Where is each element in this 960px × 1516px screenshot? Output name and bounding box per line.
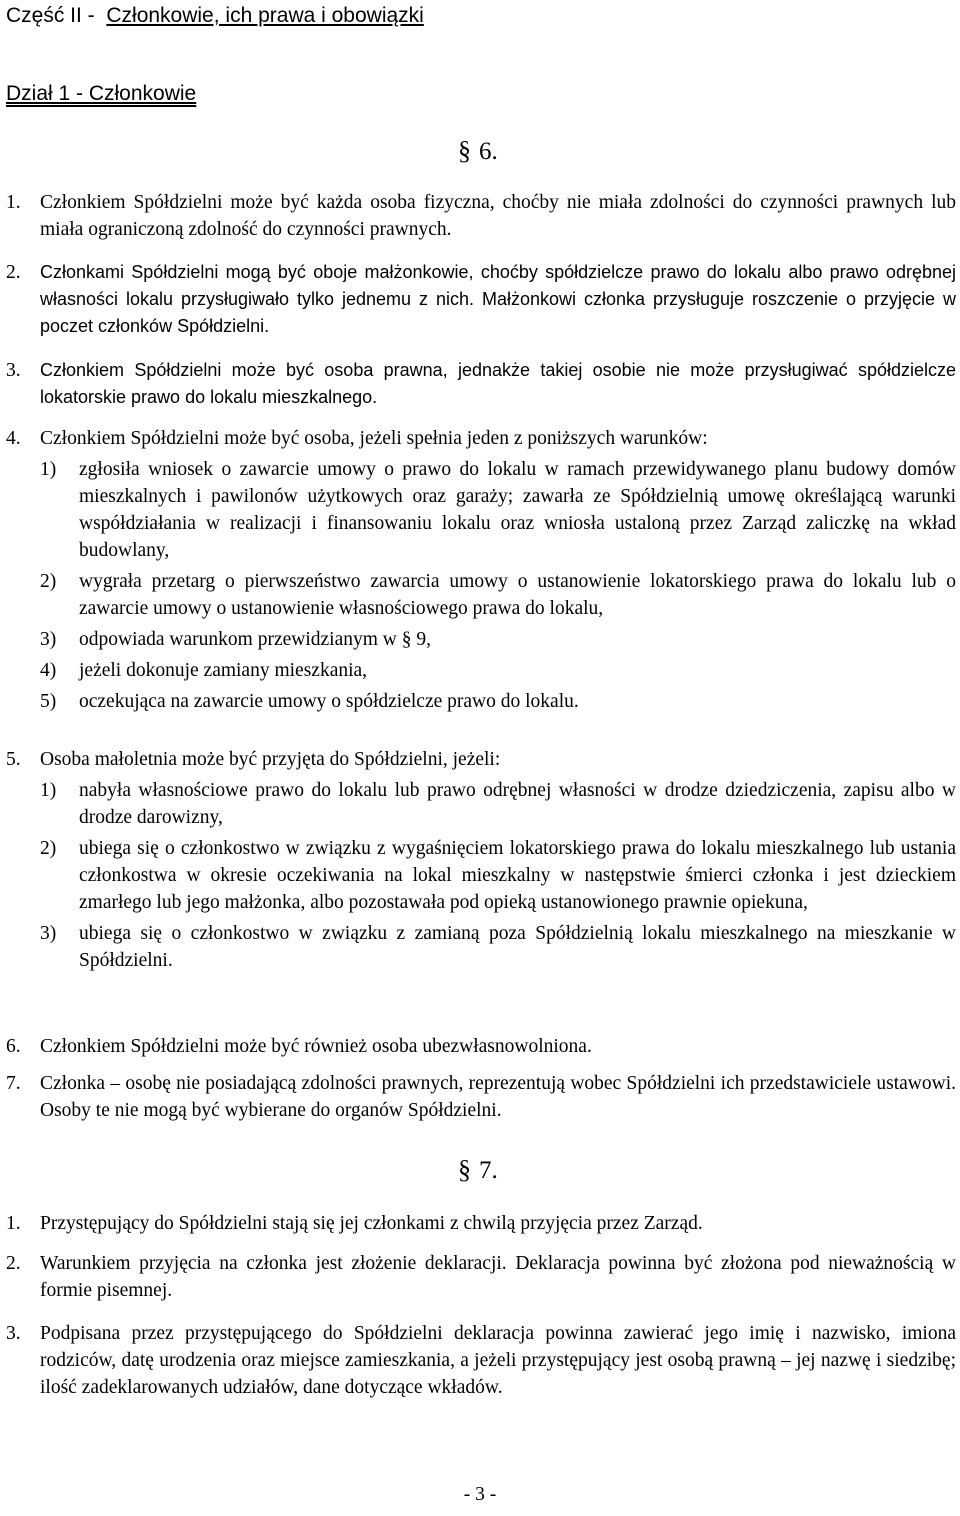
s7-paragraph-3 (6, 1320, 956, 1401)
paragraph-number: 1. (6, 1213, 21, 1234)
list-item (6, 688, 956, 715)
paragraph-number: 4. (6, 428, 21, 449)
paragraph-text: Przystępujący do Spółdzielni stają się jej członkami z chwilą przyjęcia przez Zarząd. (40, 1213, 703, 1234)
item-text: jeżeli dokonuje zamiany mieszkania, (79, 660, 368, 681)
section-symbol: § (458, 1155, 471, 1184)
paragraph-number: 1. (6, 192, 21, 213)
paragraph-number: 5. (6, 749, 21, 770)
s6-paragraph-4 (6, 425, 956, 715)
list-item (6, 777, 956, 831)
list-item (6, 456, 956, 564)
part-heading (6, 2, 424, 30)
item-number: 5) (40, 691, 57, 712)
item-number: 3) (40, 629, 57, 650)
item-number: 4) (40, 660, 57, 681)
item-text: nabyła własnościowe prawo do lokalu lub prawo odrębnej własności w drodze dziedziczenia, zapisu albo w drodze darowizny, (79, 780, 956, 828)
paragraph-number: 3. (6, 360, 21, 381)
list-item (6, 657, 956, 684)
paragraph-text: Członkiem Spółdzielni może być osoba prawna, jednakże takiej osobie nie może przysługiwać spółdzielcze lokatorskie prawo do lokalu mieszkalnego. (40, 360, 956, 407)
paragraph-number: 2. (6, 1253, 21, 1274)
s6-paragraph-6 (6, 1033, 956, 1060)
part-prefix: Część II - (6, 4, 95, 27)
s6-paragraph-5 (6, 746, 956, 974)
s6-paragraph-7 (6, 1070, 956, 1124)
item-number: 1) (40, 459, 57, 480)
page-number: - 3 - (463, 1484, 497, 1505)
s6-paragraph-3 (6, 357, 956, 411)
section-7-heading (458, 1155, 498, 1186)
s6-paragraph-1 (6, 189, 956, 243)
item-text: oczekująca na zawarcie umowy o spółdzielcze prawo do lokalu. (79, 691, 579, 712)
item-text: wygrała przetarg o pierwszeństwo zawarcia umowy o ustanowienie lokatorskiego prawa do lokalu lub o zawarcie umowy o ustanowienie własnościowego prawa do lokalu, (79, 571, 956, 619)
item-number: 2) (40, 838, 57, 859)
paragraph-text: Warunkiem przyjęcia na członka jest złożenie deklaracji. Deklaracja powinna być złożona pod nieważnością w formie pisemnej. (40, 1253, 956, 1301)
item-number: 1) (40, 780, 57, 801)
paragraph-text: Członkiem Spółdzielni może być każda osoba fizyczna, choćby nie miała zdolności do czynności prawnych lub miała ograniczoną zdolność do czynności prawnych. (40, 192, 956, 240)
s7-paragraph-2 (6, 1250, 956, 1304)
paragraph-text: Członkami Spółdzielni mogą być oboje małżonkowie, choćby spółdzielcze prawo do lokalu albo prawo odrębnej własności lokalu przysługiwało tylko jednemu z nich. Małżonkowi członka przysługuje roszczenie o przyjęcie w poczet członków Spółdzielni. (40, 262, 956, 336)
paragraph-number: 2. (6, 262, 21, 283)
section-6-heading (458, 136, 498, 167)
paragraph-number: 6. (6, 1036, 21, 1057)
item-text: zgłosiła wniosek o zawarcie umowy o prawo do lokalu w ramach przewidywanego planu budowy domów mieszkalnych i pawilonów użytkowych oraz garaży; zawarła ze Spółdzielnią umowę określającą warunki współdziałania w realizacji i finansowaniu lokalu oraz wniosła ustaloną przez Zarząd zaliczkę na wkład budowlany, (79, 459, 956, 561)
list-item (6, 626, 956, 653)
paragraph-text: Członka – osobę nie posiadającą zdolności prawnych, reprezentują wobec Spółdzielni ich przedstawiciele ustawowi. Osoby te nie mogą być wybierane do organów Spółdzielni. (40, 1073, 956, 1121)
division-heading: Dział 1 - Członkowie (6, 82, 197, 105)
item-number: 3) (40, 923, 57, 944)
section-number: 6. (479, 138, 498, 165)
item-text: ubiega się o członkostwo w związku z wygaśnięciem lokatorskiego prawa do lokalu mieszkalnego lub ustania członkostwa w okresie oczekiwania na lokal mieszkalny w następstwie śmierci członka i jest dzieckiem zmarłego lub jego małżonka, albo pozostawała pod opieką ustanowionego prawnie opiekuna, (79, 838, 956, 913)
s6-paragraph-2 (6, 259, 956, 340)
paragraph-number: 3. (6, 1323, 21, 1344)
list-item (6, 568, 956, 622)
s7-paragraph-1 (6, 1210, 956, 1237)
paragraph-text: Osoba małoletnia może być przyjęta do Spółdzielni, jeżeli: (40, 749, 501, 770)
item-number: 2) (40, 571, 57, 592)
paragraph-text: Podpisana przez przystępującego do Spółdzielni deklaracja powinna zawierać jego imię i nazwisko, imiona rodziców, datę urodzenia oraz miejsce zamieszkania, a jeżeli przystępujący jest osobą prawną – jej nazwę i siedzibę; ilość zadeklarowanych udziałów, dane dotyczące wkładów. (40, 1323, 956, 1398)
section-number: 7. (479, 1157, 498, 1184)
part-title: Członkowie, ich prawa i obowiązki (106, 4, 424, 27)
list-item (6, 920, 956, 974)
section-symbol: § (458, 136, 471, 165)
item-text: odpowiada warunkom przewidzianym w § 9, (79, 629, 431, 650)
paragraph-number: 7. (6, 1073, 21, 1094)
list-item (6, 835, 956, 916)
paragraph-text: Członkiem Spółdzielni może być również osoba ubezwłasnowolniona. (40, 1036, 592, 1057)
item-text: ubiega się o członkostwo w związku z zamianą poza Spółdzielnią lokalu mieszkalnego na mieszkanie w Spółdzielni. (79, 923, 956, 971)
paragraph-text: Członkiem Spółdzielni może być osoba, jeżeli spełnia jeden z poniższych warunków: (40, 428, 708, 449)
